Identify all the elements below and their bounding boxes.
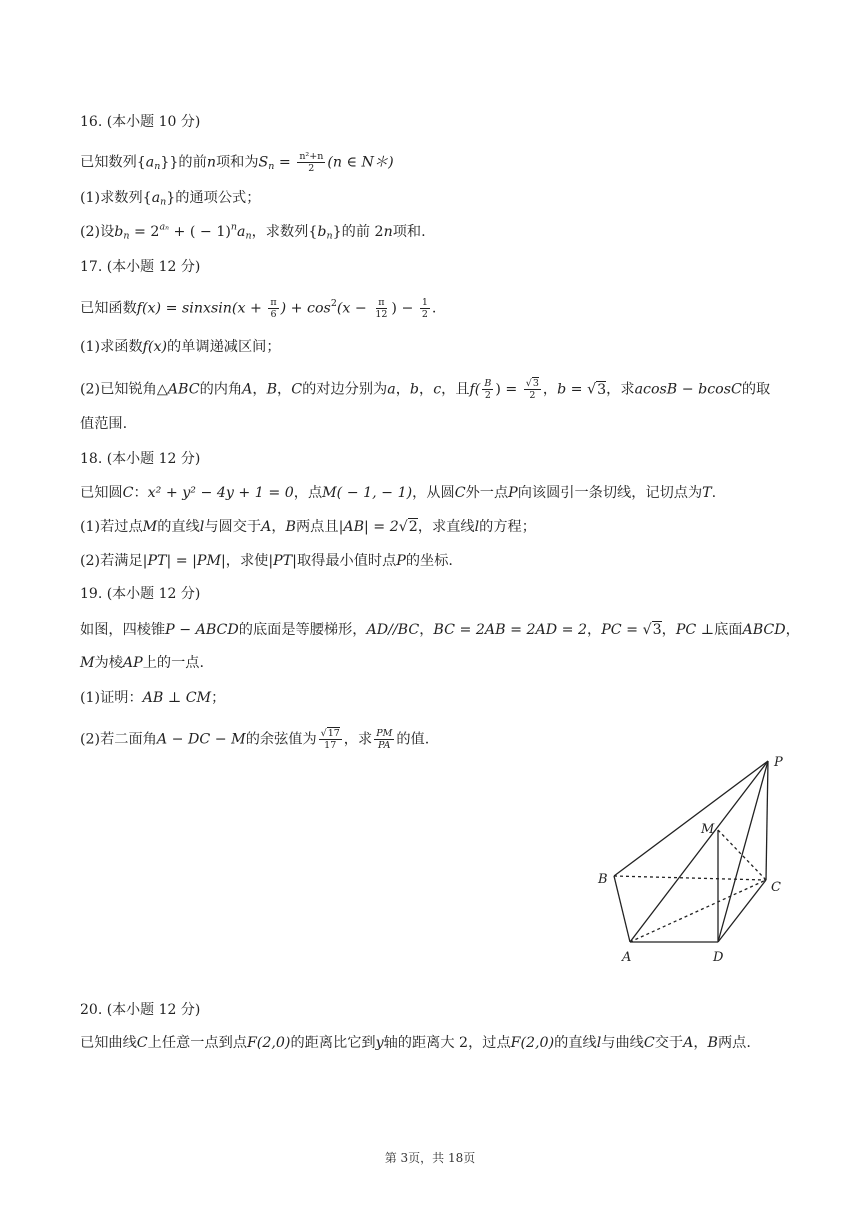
pyramid-diagram — [580, 752, 800, 972]
edge-ba — [614, 876, 630, 942]
edge-dc — [718, 880, 766, 942]
edge-pb — [614, 761, 768, 876]
problem-18-part-2: (2)若满足|PT| = |PM|，求使|PT|取得最小值时点P的坐标. — [80, 553, 453, 569]
edge-pa — [630, 761, 768, 942]
edge-pd — [718, 761, 768, 942]
problem-17-part-1: (1)求函数f(x)的单调递减区间； — [80, 339, 281, 355]
fraction: $\frac{PM}{PA}$ — [376, 728, 393, 751]
fraction: $\frac{1}{2}$ — [421, 297, 428, 320]
page-footer: 第 3页，共 18页 — [384, 1151, 476, 1165]
problem-16-part-2: (2)设$b_n = 2^{a_n}$ + ( − $1)^na_n$，求数列$\{b_n\}$的前 2n项和. — [80, 221, 426, 242]
problem-17-stem: 已知函数f(x) = sinxsin(x + $\frac{\pi}{6}$ ) + $\cos^2(x$ − $\frac{\pi}{12}$ ) − $\frac{1}{2}$ . — [80, 297, 437, 320]
problem-18-part-1: (1)若过点M的直线l与圆交于A，B两点且|AB| = 2√2，求直线l的方程； — [80, 519, 536, 535]
problem-19-heading: 19. (本小题 12 分) — [80, 586, 201, 602]
fraction: $\frac{B}{2}$ — [484, 378, 492, 401]
label-m: M — [701, 822, 715, 837]
fraction: $\frac{\text{n²+n}}{2}$ — [299, 151, 324, 174]
problem-20-heading: 20. (本小题 12 分) — [80, 1002, 201, 1018]
problem-20-stem: 已知曲线C上任意一点到点F(2,0)的距离比它到y轴的距离大 2，过点F(2,0)的直线l与曲线C交于A，B两点. — [80, 1035, 751, 1051]
problem-19-stem: 如图，四棱锥P − ABCD的底面是等腰梯形，AD//BC，BC = 2AB = 2AD = 2，PC = √3，PC ⊥底面ABCD， — [80, 622, 800, 638]
edge-ac-hidden — [630, 880, 766, 942]
fraction: $\frac{√3}{2}$ — [525, 378, 539, 401]
edge-pc — [766, 761, 768, 880]
problem-16-heading: 16. (本小题 10 分) — [80, 114, 201, 130]
problem-17-heading: 17. (本小题 12 分) — [80, 259, 201, 275]
problem-16-stem: 已知数列$\{a_n\}$}的前n项和为$S_n$ = $\frac{\text{n²+n}}{2}$ (n ∈ N＊) — [80, 151, 394, 174]
problem-17-part-2-cont: 值范围. — [80, 416, 128, 432]
fraction: $\frac{√17}{17}$ — [320, 728, 340, 751]
label-p: P — [774, 755, 783, 770]
problem-19-stem-cont: M为棱AP上的一点. — [80, 655, 204, 671]
problem-18-stem: 已知圆C：x² + y² − 4y + 1 = 0，点M( − 1, − 1)，从圆C外一点P向该圆引一条切线，记切点为T. — [80, 485, 717, 501]
fraction: $\frac{\pi}{6}$ — [270, 297, 277, 320]
pyramid-figure — [580, 752, 800, 972]
fraction: $\frac{\pi}{12}$ — [375, 297, 388, 320]
problem-16-part-1: (1)求数列$\{a_n\}$的通项公式； — [80, 190, 261, 208]
problem-17-part-2: (2)已知锐角△ABC的内角A，B，C的对边分别为a，b，c，且f( $\frac{B}{2}$ ) = $\frac{√3}{2}$ ，b = √3，求acosB − bcosC的取 — [80, 378, 771, 401]
label-a: A — [622, 950, 632, 965]
problem-19-part-2: (2)若二面角A − DC − M的余弦值为 $\frac{√17}{17}$ ，求 $\frac{PM}{PA}$ 的值. — [80, 728, 430, 751]
label-d: D — [713, 950, 724, 965]
label-c: C — [771, 880, 781, 895]
problem-18-heading: 18. (本小题 12 分) — [80, 451, 201, 467]
label-b: B — [598, 872, 608, 887]
problem-19-part-1: (1)证明：AB ⊥ CM； — [80, 690, 226, 706]
edge-bc-hidden — [614, 876, 766, 880]
